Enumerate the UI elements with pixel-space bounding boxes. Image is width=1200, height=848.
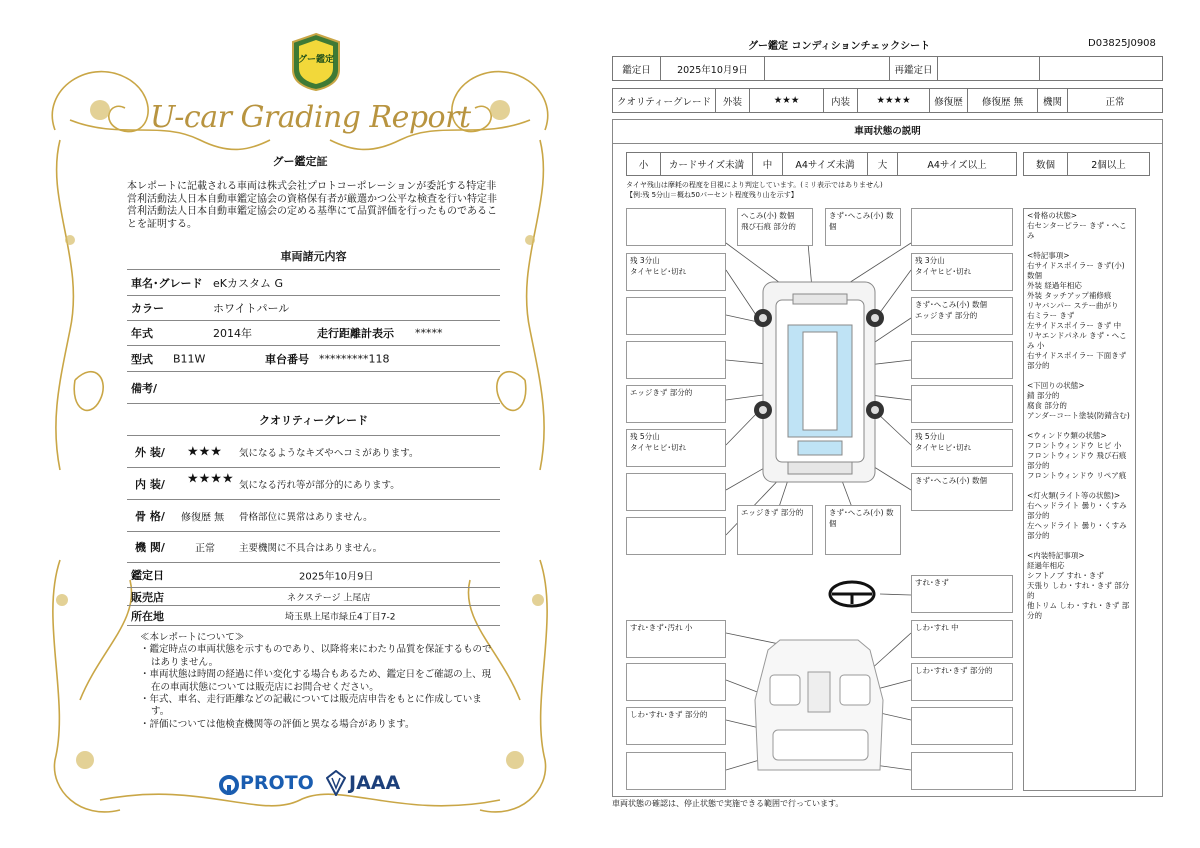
date-label: 鑑定日 — [131, 569, 164, 582]
address-row — [127, 606, 500, 626]
size-mid-desc: A4サイズ未満 — [783, 153, 868, 176]
report-title: U-car Grading Report — [150, 100, 471, 135]
comment-box — [911, 707, 1013, 745]
size-large-desc: A4サイズ以上 — [898, 153, 1017, 176]
engine-label: 機 関/ — [135, 541, 165, 554]
eng-label: 機関 — [1038, 89, 1068, 113]
comment-box — [626, 517, 726, 555]
engine-value: 正常 — [195, 543, 215, 555]
comment-box: 残 5分山 タイヤヒビ･切れ — [911, 429, 1013, 467]
comment-box: しわ･すれ･きず 部分的 — [911, 663, 1013, 701]
spec-heading: 車両諸元内容 — [280, 249, 347, 263]
year-row — [127, 321, 500, 346]
comment-box: しわ･すれ･きず 部分的 — [626, 707, 726, 745]
exterior-desc: 気になるようなキズやヘコミがあります。 — [239, 447, 419, 459]
engine-row — [127, 532, 500, 563]
note-item: ・鑑定時点の車両状態を示すものであり、以降将来にわたり品質を保証するものではありません。 — [140, 644, 492, 668]
comment-box: きず･へこみ(小) 数個 — [911, 473, 1013, 511]
ext-value: ★★★ — [750, 89, 824, 113]
tire-note: タイヤ残山は摩耗の程度を目視により判定しています。(ミリ表示ではありません) — [626, 181, 883, 189]
proto-logo — [218, 772, 318, 798]
jaaa-text: JAAA — [349, 772, 401, 794]
count-label: 数個 — [1024, 153, 1068, 176]
grade-value: eKカスタム G — [213, 276, 284, 290]
year-label: 年式 — [131, 327, 153, 340]
quality-label: クオリティーグレード — [613, 89, 716, 113]
special-notes: <骨格の状態> 右センターピラー きず・へこみ <特記事項> 右サイドスポイラー きず(小) 数個 外装 経過年相応 外装 タッチアップ補修痕 リヤバンパー ステー曲がり 右ミラー きず 左サイドスポイラー きず 中 リヤエンドパネル きず・へこみ 小 右サイドスポイラー 下面きず 部分的 <下回りの状態> 錆 部分的 腐食 部分的 アンダーコート塗装(防錆含む) <ウィンドウ類の状態> フロントウィンドウ ヒビ 小 フロントウィンドウ 飛び石痕 部分的 フロントウィンドウ リペア痕 <灯火類(ライト等の状態)> 右ヘッドライト 曇り・くすみ 部分的 左ヘッドライト 曇り・くすみ 部分的 <内装特記事項> 経過年相応 シフトノブ すれ・きず 天張り しわ・すれ・きず 部分的 他トリム しわ・すれ・きず 部分的 — [1023, 208, 1136, 791]
tire-note-example: 【例:残 5分山＝概ね50パーセント程度残り山を示す】 — [626, 191, 798, 199]
engine-desc: 主要機関に不具合はありません。 — [239, 543, 383, 554]
shop-row — [127, 588, 500, 606]
size-mid: 中 — [753, 153, 783, 176]
mileage-value: ***** — [415, 326, 443, 340]
comment-box — [626, 752, 726, 790]
note-item: ・車両状態は時間の経過に伴い変化する場合もあるため、鑑定日をご確認の上、現在の車両状態については販売店にお問合せください。 — [140, 669, 492, 693]
frame-row — [127, 500, 500, 532]
color-row — [127, 296, 500, 321]
size-small: 小 — [627, 153, 661, 176]
jaaa-logo — [326, 770, 412, 798]
intro-text: 本レポートに記載される車両は株式会社プロトコーポレーションが委託する特定非営利活動法人日本自動車鑑定協会の資格保有者が厳選かつ公平な検査を行い特定非営利活動法人日本自動車鑑定協会の定める基準にて品質評価を行ったものであることを証明する。 — [127, 181, 497, 230]
year-value: 2014年 — [213, 327, 252, 340]
logo-text: グー鑑定 — [297, 55, 334, 65]
comment-box: 残 3分山 タイヤヒビ･切れ — [626, 253, 726, 291]
int-value: ★★★★ — [858, 89, 930, 113]
comment-box: エッジきず 部分的 — [626, 385, 726, 423]
goo-logo — [289, 32, 343, 92]
comment-box: きず･へこみ(小) 数個 — [825, 505, 901, 555]
comment-box: へこみ(小) 数個 飛び石痕 部分的 — [737, 208, 813, 246]
exterior-stars: ★★★ — [187, 444, 222, 459]
document-id: D03825J0908 — [1088, 38, 1156, 49]
sheet-title: グー鑑定 コンディションチェックシート — [748, 41, 931, 52]
rep-label: 修復歴 — [930, 89, 968, 113]
comment-box: 残 5分山 タイヤヒビ･切れ — [626, 429, 726, 467]
notes-title: ≪本レポートについて≫ — [140, 632, 245, 643]
comment-box — [911, 385, 1013, 423]
note-item: ・評価については他検査機関等の評価と異なる場合があります。 — [140, 718, 415, 730]
count-desc: 2個以上 — [1068, 153, 1150, 176]
size-small-desc: カードサイズ未満 — [661, 153, 753, 176]
model-row — [127, 346, 500, 372]
date-value: 2025年10月9日 — [299, 571, 374, 583]
color-label: カラー — [131, 302, 164, 315]
interior-stars: ★★★★ — [187, 471, 234, 487]
proto-mark-icon — [218, 774, 240, 796]
chassis-label: 車台番号 — [265, 352, 309, 366]
model-value: B11W — [173, 352, 206, 365]
frame-label: 骨 格/ — [135, 509, 165, 523]
rep-value: 修復歴 無 — [968, 89, 1038, 113]
shop-value: ネクステージ 上尾店 — [287, 593, 371, 603]
model-label: 型式 — [131, 352, 153, 366]
ext-label: 外装 — [716, 89, 750, 113]
spec-heading-row — [127, 242, 500, 270]
comment-box — [626, 341, 726, 379]
int-label: 内装 — [824, 89, 858, 113]
mileage-label: 走行距離計表示 — [317, 327, 394, 340]
quality-heading: クオリティーグレード — [259, 413, 368, 427]
comment-box — [626, 297, 726, 335]
comment-box — [911, 208, 1013, 246]
condition-check-sheet — [608, 0, 1200, 848]
frame-value: 修復歴 無 — [181, 512, 225, 523]
report-notes — [140, 632, 500, 731]
interior-row — [127, 468, 500, 500]
grade-row — [127, 270, 500, 296]
sheet-footer: 車両状態の確認は、停止状態で実施できる範囲で行っています。 — [612, 799, 844, 808]
comment-box — [626, 663, 726, 701]
steering-wheel-icon — [830, 582, 874, 606]
comment-box — [911, 752, 1013, 790]
frame-desc: 骨格部位に異常はありません。 — [239, 511, 373, 523]
proto-text: PROTO — [240, 772, 314, 794]
redate-label: 再鑑定日 — [890, 57, 938, 81]
eng-value: 正常 — [1068, 89, 1163, 113]
comment-box: きず･へこみ(小) 数個 — [825, 208, 901, 246]
comment-box: すれ･きず･汚れ 小 — [626, 620, 726, 658]
comment-box: しわ･すれ 中 — [911, 620, 1013, 658]
exterior-label: 外 装/ — [135, 445, 165, 459]
interior-label: 内 装/ — [135, 477, 165, 491]
comment-box: 残 3分山 タイヤヒビ･切れ — [911, 253, 1013, 291]
exterior-row — [127, 436, 500, 468]
comment-box: きず･へこみ(小) 数個 エッジきず 部分的 — [911, 297, 1013, 335]
comment-box — [626, 473, 726, 511]
remarks-row — [127, 372, 500, 404]
size-large: 大 — [868, 153, 898, 176]
color-value: ホワイトパール — [213, 302, 290, 315]
address-value: 埼玉県上尾市緑丘4丁目7-2 — [285, 612, 396, 622]
date-value: 2025年10月9日 — [661, 57, 765, 81]
comment-box — [911, 341, 1013, 379]
quality-heading-row — [127, 404, 500, 436]
date-row — [127, 563, 500, 588]
section-title: 車両状態の説明 — [612, 119, 1163, 144]
comment-box: すれ･きず — [911, 575, 1013, 613]
cert-title: グー鑑定証 — [272, 155, 328, 168]
date-label: 鑑定日 — [613, 57, 661, 81]
comment-box — [626, 208, 726, 246]
shop-label: 販売店 — [131, 590, 164, 604]
jaaa-mark-icon — [326, 770, 346, 796]
note-item: ・年式、車名、走行距離などの記載については販売店申告をもとに作成しています。 — [140, 694, 482, 718]
interior-desc: 気になる汚れ等が部分的にあります。 — [239, 479, 400, 491]
chassis-value: *********118 — [319, 352, 390, 365]
remarks-label: 備考/ — [131, 381, 158, 395]
address-label: 所在地 — [131, 609, 164, 623]
grade-label: 車名･グレード — [131, 276, 203, 290]
comment-box: エッジきず 部分的 — [737, 505, 813, 555]
